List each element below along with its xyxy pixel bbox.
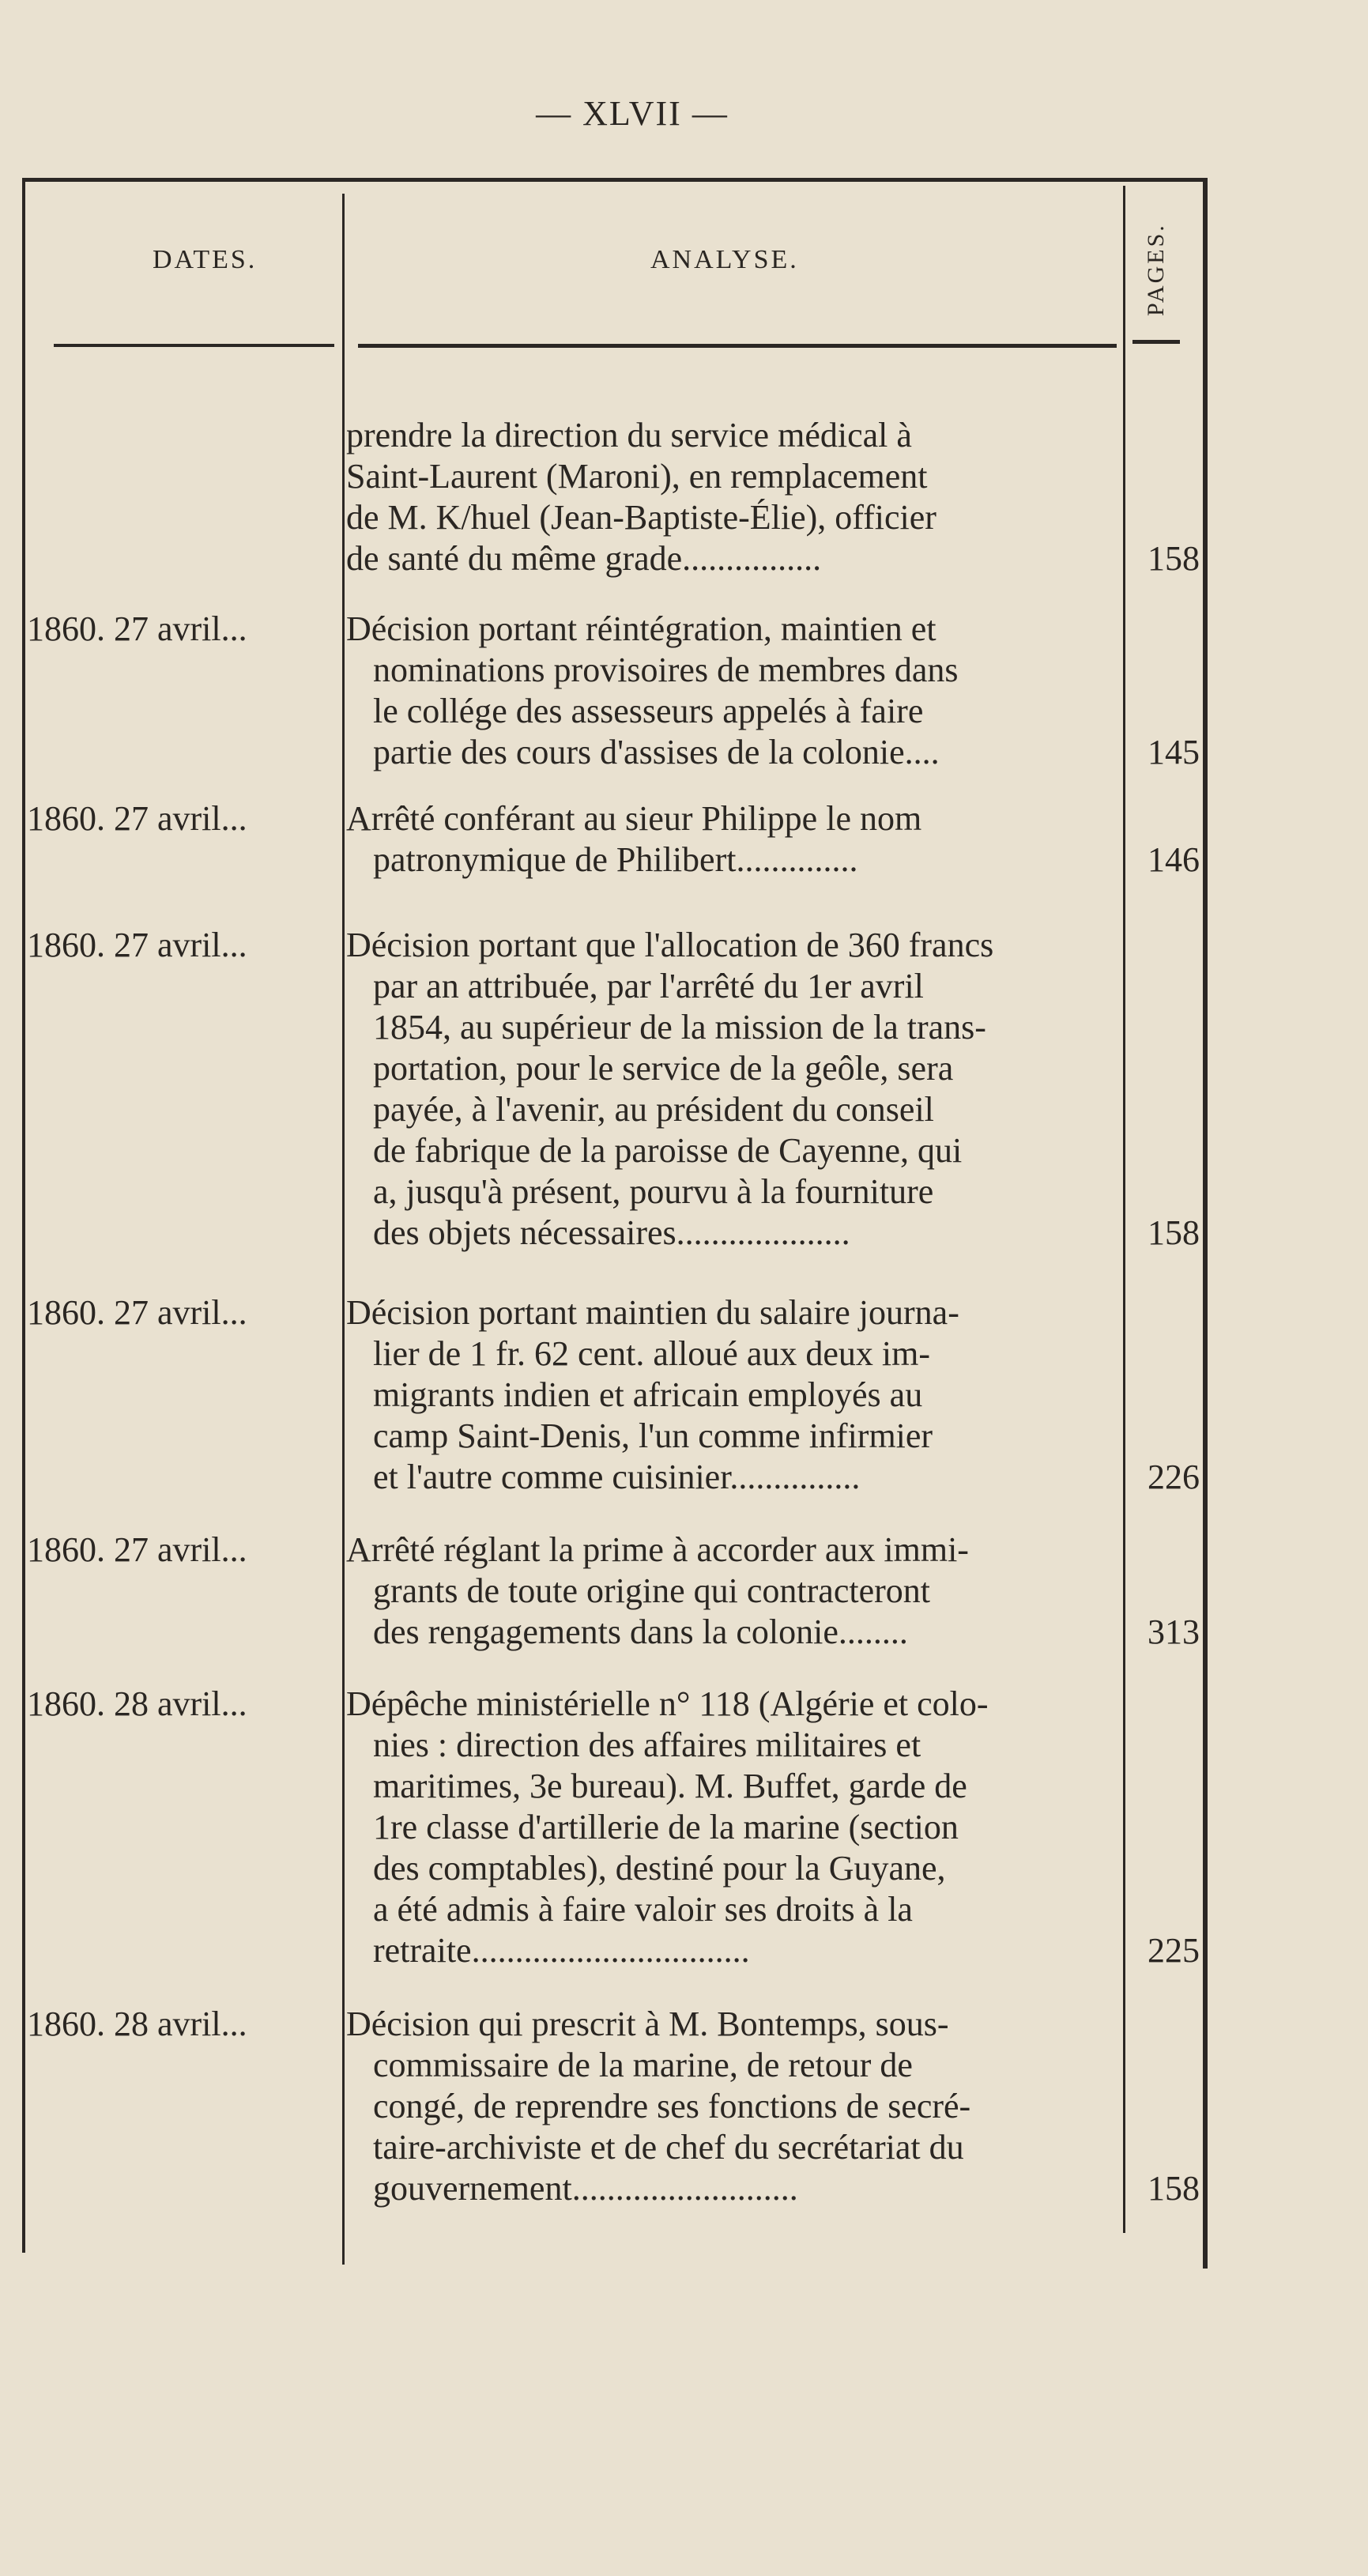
analyse-line: 1854, au supérieur de la mission de la trans-: [373, 1008, 986, 1047]
analyse-line: Dépêche ministérielle n° 118 (Algérie et colo-: [346, 1684, 989, 1723]
analyse-line: de santé du même grade................: [346, 539, 822, 578]
entry-date: 1860. 27 avril...: [27, 1530, 247, 1569]
analyse-line: payée, à l'avenir, au président du conseil: [373, 1090, 934, 1129]
entry-analyse: [346, 798, 1121, 881]
header-rule-analyse: [358, 344, 1117, 348]
entry-analyse: [346, 609, 1121, 773]
analyse-line: a, jusqu'à présent, pourvu à la fourniture: [373, 1172, 934, 1211]
analyse-line: congé, de reprendre ses fonctions de secré-: [373, 2087, 971, 2125]
analyse-line: gouvernement..........................: [373, 2169, 798, 2208]
analyse-line: des rengagements dans la colonie........: [373, 1612, 908, 1651]
analyse-line: grants de toute origine qui contracteront: [373, 1571, 930, 1610]
analyse-line: camp Saint-Denis, l'un comme infirmier: [373, 1416, 933, 1455]
column-header-analyse: ANALYSE.: [650, 245, 799, 274]
entry-page: 158: [1148, 1213, 1200, 1252]
analyse-line: lier de 1 fr. 62 cent. alloué aux deux im-: [373, 1334, 930, 1373]
analyse-line: et l'autre comme cuisinier...............: [373, 1458, 861, 1496]
analyse-line: des comptables), destiné pour la Guyane,: [373, 1849, 946, 1888]
entry-page: 146: [1148, 840, 1200, 879]
analyse-line: migrants indien et africain employés au: [373, 1375, 923, 1414]
column-header-dates: DATES.: [153, 245, 258, 274]
analyse-line: Décision portant que l'allocation de 360 francs: [346, 926, 994, 964]
entry-analyse: [346, 2004, 1121, 2209]
table: [22, 178, 1208, 2265]
header-rule-pages: [1132, 340, 1180, 344]
analyse-line: commissaire de la marine, de retour de: [373, 2046, 913, 2084]
entry-date: 1860. 27 avril...: [27, 1293, 247, 1332]
analyse-line: Arrêté conférant au sieur Philippe le nom: [346, 799, 922, 838]
analyse-line: des objets nécessaires....................: [373, 1213, 850, 1252]
entry-date: 1860. 27 avril...: [27, 926, 247, 964]
entry-page: 158: [1148, 539, 1200, 578]
analyse-line: par an attribuée, par l'arrêté du 1er avril: [373, 967, 924, 1005]
entry-page: 145: [1148, 733, 1200, 771]
entry-page: 158: [1148, 2169, 1200, 2208]
entry-date: 1860. 27 avril...: [27, 609, 247, 648]
column-header-pages: PAGES.: [1143, 223, 1169, 316]
analyse-line: prendre la direction du service médical à: [346, 416, 912, 454]
analyse-line: Décision qui prescrit à M. Bontemps, sous-: [346, 2005, 949, 2043]
entry-page: 313: [1148, 1612, 1200, 1651]
analyse-line: Saint-Laurent (Maroni), en remplacement: [346, 457, 928, 496]
entry-analyse: [346, 925, 1121, 1254]
entry-date: 1860. 28 avril...: [27, 2005, 247, 2043]
entry-date: 1860. 27 avril...: [27, 799, 247, 838]
entry-analyse: [346, 415, 1121, 579]
analyse-line: Décision portant maintien du salaire journa-: [346, 1293, 959, 1332]
entry-analyse: [346, 1684, 1121, 1971]
header-rule-dates: [54, 344, 334, 347]
analyse-line: portation, pour le service de la geôle, sera: [373, 1049, 954, 1088]
analyse-line: de M. K/huel (Jean-Baptiste-Élie), officier: [346, 498, 936, 537]
entry-analyse: [346, 1529, 1121, 1653]
analyse-line: patronymique de Philibert..............: [373, 840, 858, 879]
analyse-line: nies : direction des affaires militaires et: [373, 1726, 921, 1764]
right-rule: [1203, 182, 1208, 2269]
left-rule: [22, 178, 25, 2253]
top-rule: [22, 178, 1208, 182]
analyse-line: maritimes, 3e bureau). M. Buffet, garde de: [373, 1767, 967, 1805]
analyse-line: le collége des assesseurs appelés à faire: [373, 692, 924, 730]
analyse-line: nominations provisoires de membres dans: [373, 651, 959, 689]
analyse-line: retraite................................: [373, 1931, 750, 1970]
analyse-line: a été admis à faire valoir ses droits à la: [373, 1890, 913, 1929]
pages-divider: [1123, 186, 1125, 2233]
analyse-line: partie des cours d'assises de la colonie....: [373, 733, 940, 771]
analyse-line: taire-archiviste et de chef du secrétariat du: [373, 2128, 964, 2167]
analyse-line: de fabrique de la paroisse de Cayenne, qui: [373, 1131, 963, 1170]
analyse-line: Arrêté réglant la prime à accorder aux immi-: [346, 1530, 969, 1569]
analyse-line: 1re classe d'artillerie de la marine (section: [373, 1808, 959, 1846]
entry-page: 225: [1148, 1931, 1200, 1970]
entry-analyse: [346, 1292, 1121, 1498]
entry-page: 226: [1148, 1458, 1200, 1496]
page-header: — XLVII —: [536, 94, 729, 133]
dates-divider: [342, 194, 345, 2265]
analyse-line: Décision portant réintégration, maintien et: [346, 609, 936, 648]
entry-date: 1860. 28 avril...: [27, 1684, 247, 1723]
